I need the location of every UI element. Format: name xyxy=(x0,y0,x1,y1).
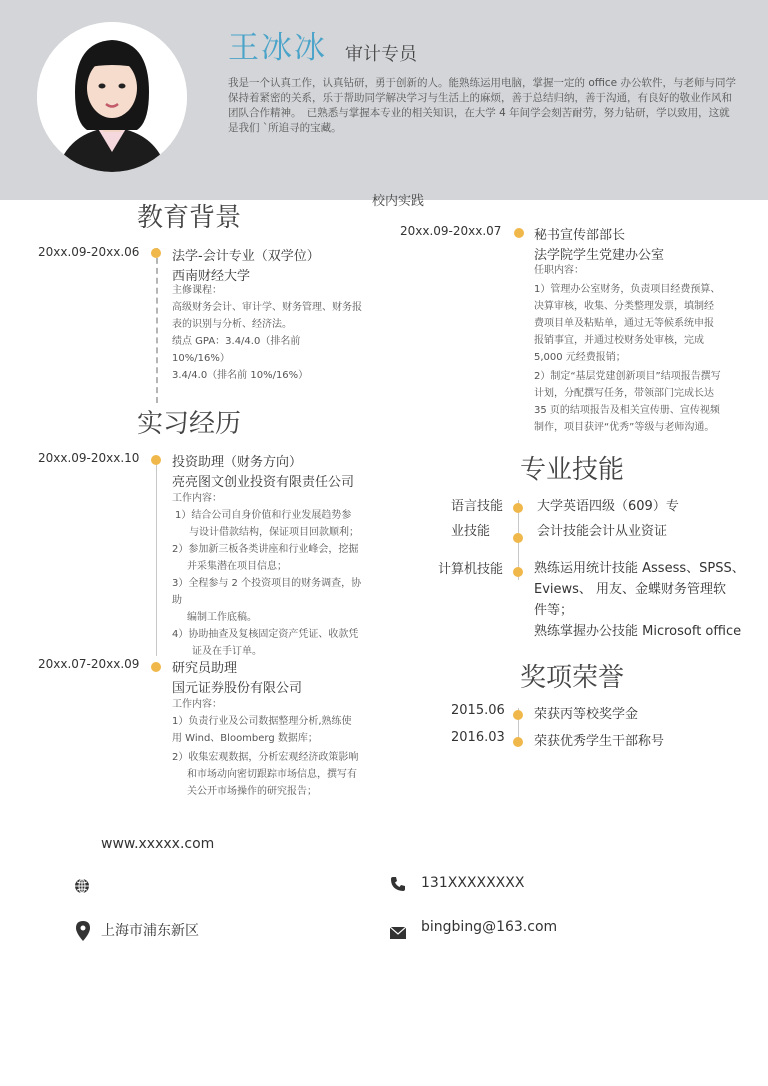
education-details xyxy=(172,282,362,384)
location-pin-icon xyxy=(76,921,90,945)
campus-line: 决算审核，收集、分类整理发票，填制经 xyxy=(534,301,714,312)
education-line: 表的识别与分析、经济法。 xyxy=(172,319,292,330)
header-band xyxy=(0,0,768,200)
education-line: 绩点 GPA：3.4/4.0（排名前 xyxy=(172,336,301,347)
internship-line: 证及在手订单。 xyxy=(192,646,262,657)
internship-line: 4）协助抽查及复核固定资产凭证、收款凭 xyxy=(172,629,359,640)
skill-text xyxy=(534,558,745,642)
skill-label: 语言技能 xyxy=(451,499,504,514)
award-dot xyxy=(513,710,523,720)
skill-line: 件等； xyxy=(534,603,574,618)
campus-line: 计划，分配撰写任务，带领部门完成长达 xyxy=(534,388,714,399)
campus-org: 法学院学生党建办公室 xyxy=(534,248,665,263)
campus-line: 任职内容： xyxy=(534,265,584,276)
internship-line: 1）结合公司自身价值和行业发展趋势参 xyxy=(175,510,352,521)
education-line: 高级财务会计、审计学、财务管理、财务报 xyxy=(172,302,362,313)
education-major: 法学-会计专业（双学位） xyxy=(172,249,320,264)
internship-details xyxy=(172,696,358,800)
skill-dot xyxy=(513,567,523,577)
internship-date: 20xx.07-20xx.09 xyxy=(38,657,140,671)
address-text: 上海市浦东新区 xyxy=(101,923,199,939)
intro-paragraph: 我是一个认真工作，认真钻研，勇于创新的人。能熟练运用电脑，掌握一定的 office 办公软件，与老师与同学保持着紧密的关系，乐于帮助同学解决学习与生活上的麻烦，善于总结归纳，善于沟通，有良好的敬业作风和团队合作精神。 已熟悉与掌握本专业的相关知识，在大学 4 年间学会刻苦耐劳，努力钻研，学以致用，这就是我们 `所追寻的宝藏。 xyxy=(228,77,736,134)
campus-dot xyxy=(514,228,524,238)
skill-dot xyxy=(513,503,523,513)
candidate-name: 王冰冰 xyxy=(228,30,327,66)
internship-line: 助 xyxy=(172,595,182,606)
campus-line: 35 页的结项报告及相关宣传册、宣传视频 xyxy=(534,405,720,416)
job-title: 审计专员 xyxy=(345,44,417,65)
internship-company: 国元证券股份有限公司 xyxy=(172,681,303,696)
internship-role: 投资助理（财务方向） xyxy=(172,455,303,470)
education-dot xyxy=(151,248,161,258)
campus-details xyxy=(534,262,721,436)
campus-line: 5,000 元经费报销； xyxy=(534,352,626,363)
internship-details xyxy=(172,490,361,660)
education-line: 3.4/4.0（排名前 10%/16%） xyxy=(172,370,309,381)
campus-line: 报销事宜，并通过校财务处审核，完成 xyxy=(534,335,704,346)
skill-dot xyxy=(513,533,523,543)
internship-timeline xyxy=(156,456,157,656)
internship-line: 2）收集宏观数据，分析宏观经济政策影响 xyxy=(172,752,359,763)
campus-line: 制作，项目获评“优秀”等级与老师沟通。 xyxy=(534,422,715,433)
globe-icon xyxy=(74,878,90,898)
internship-role: 研究员助理 xyxy=(172,661,238,676)
awards-heading: 奖项荣誉 xyxy=(520,663,625,693)
skill-line: 熟练运用统计技能 Assess、SPSS、 xyxy=(534,561,745,576)
campus-line: 费项目单及粘贴单，通过无等候系统申报 xyxy=(534,318,714,329)
email-text[interactable]: bingbing@163.com xyxy=(421,919,558,935)
internship-dot xyxy=(151,455,161,465)
award-date: 2015.06 xyxy=(451,703,505,718)
internship-line: 并采集潜在项目信息； xyxy=(187,561,287,572)
internship-company: 亮亮图文创业投资有限责任公司 xyxy=(172,475,355,490)
internship-line: 工作内容： xyxy=(172,699,222,710)
award-date: 2016.03 xyxy=(451,730,505,745)
skill-text: 大学英语四级（609）专 xyxy=(537,499,679,514)
internship-heading: 实习经历 xyxy=(137,409,242,439)
profile-photo xyxy=(37,22,187,172)
internship-line: 用 Wind、Bloomberg 数据库； xyxy=(172,733,318,744)
phone-text[interactable]: 131XXXXXXXX xyxy=(421,875,525,891)
award-text: 荣获优秀学生干部称号 xyxy=(534,734,665,749)
internship-dot xyxy=(151,662,161,672)
education-school: 西南财经大学 xyxy=(172,269,251,284)
internship-line: 1）负责行业及公司数据整理分析,熟练使 xyxy=(172,716,352,727)
internship-line: 编制工作底稿。 xyxy=(187,612,257,623)
education-date: 20xx.09-20xx.06 xyxy=(38,245,140,259)
website-text[interactable]: www.xxxxx.com xyxy=(101,836,215,852)
internship-line: 工作内容： xyxy=(172,493,222,504)
skills-heading: 专业技能 xyxy=(520,455,625,485)
mail-icon xyxy=(390,924,406,943)
portrait-image xyxy=(37,22,187,172)
award-dot xyxy=(513,737,523,747)
phone-icon xyxy=(390,876,406,896)
internship-line: 和市场动向密切跟踪市场信息，撰写有 xyxy=(187,769,357,780)
skill-line: Eviews、 用友、金蝶财务管理软 xyxy=(534,582,727,597)
education-timeline xyxy=(156,248,158,403)
campus-role: 秘书宣传部部长 xyxy=(534,228,626,243)
campus-heading: 校内实践 xyxy=(372,194,425,209)
skill-text: 会计技能会计从业资证 xyxy=(537,524,668,539)
internship-date: 20xx.09-20xx.10 xyxy=(38,451,140,465)
campus-date: 20xx.09-20xx.07 xyxy=(400,224,502,238)
education-heading: 教育背景 xyxy=(137,203,242,233)
education-line: 主修课程： xyxy=(172,285,222,296)
campus-line: 1）管理办公室财务，负责项目经费预算、 xyxy=(534,284,721,295)
skill-line: 熟练掌握办公技能 Microsoft office xyxy=(534,624,742,639)
internship-line: 3）全程参与 2 个投资项目的财务调查，协 xyxy=(172,578,362,589)
education-line: 10%/16%） xyxy=(172,353,230,364)
campus-line: 2）制定“基层党建创新项目”结项报告撰写 xyxy=(534,371,721,382)
internship-line: 关公开市场操作的研究报告； xyxy=(187,786,317,797)
skill-label: 业技能 xyxy=(451,524,491,539)
skill-label: 计算机技能 xyxy=(438,562,504,577)
internship-line: 2）参加新三板各类讲座和行业峰会，挖掘 xyxy=(172,544,359,555)
award-text: 荣获丙等校奖学金 xyxy=(534,707,639,722)
internship-line: 与设计借款结构，保证项目回款顺利； xyxy=(189,527,359,538)
